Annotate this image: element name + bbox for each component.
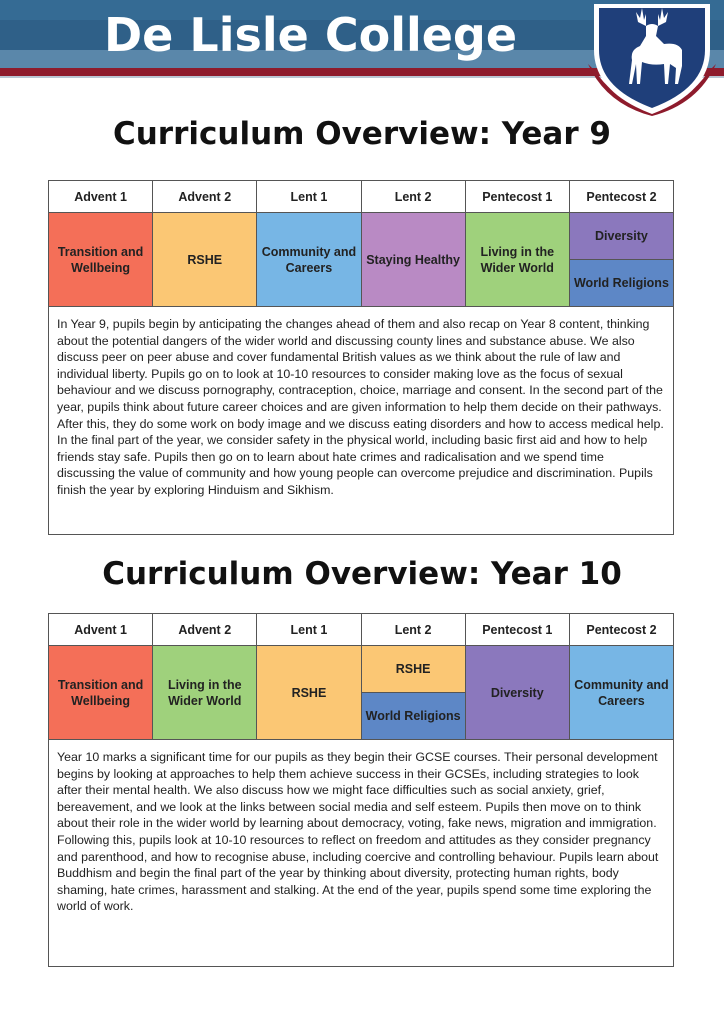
term-header: Pentecost 2	[586, 189, 657, 204]
term-header: Pentecost 1	[466, 181, 570, 212]
year10-curriculum-table	[48, 613, 674, 967]
term-header: Lent 2	[362, 181, 466, 212]
topic-cell: Staying Healthy	[362, 213, 466, 306]
term-header: Advent 1	[49, 181, 153, 212]
year9-topic-row	[49, 213, 673, 307]
topic-cell: Community and Careers	[570, 646, 673, 739]
split-topic-cell	[362, 646, 466, 739]
year9-curriculum-table	[48, 180, 674, 535]
term-header: Lent 1	[257, 614, 361, 645]
stag-shield-crest-icon	[582, 0, 722, 122]
topic-cell: Transition and Wellbeing	[49, 213, 153, 306]
topic-cell: RSHE	[257, 646, 361, 739]
year10-term-header-row	[49, 614, 673, 646]
term-header: Pentecost 2	[586, 622, 657, 637]
topic-cell: Diversity	[570, 213, 673, 260]
term-header: Advent 2	[153, 614, 257, 645]
topic-cell: Living in the Wider World	[153, 646, 257, 739]
year10-title: Curriculum Overview: Year 10	[102, 556, 622, 592]
year10-description: Year 10 marks a significant time for our pupils as they begin their GCSE courses. Their personal development begins by looking at approaches to help them achieve success in their GCSEs, including strategies to look after their mental health. We also discuss how we might face difficulties such as social anxiety, grief, bereavement, and we look at the links between social media and self esteem. Pupils then move on to think about their role in the wider world by learning about democracy, voting, fake news, migration and immigration. Following this, pupils look at 10-10 resources to reflect on freedom and attitudes as they consider pregnancy and parenthood, and how to recognise abuse, including coercive and controlling behaviour. Pupils learn about Buddhism and begin the final part of the year by thinking about diversity, protecting human rights, body shaming, hate crimes, harassment and stalking. At the end of the year, pupils spend some time exploring the world of work.	[57, 750, 659, 914]
term-header: Lent 2	[362, 614, 466, 645]
topic-cell: RSHE	[153, 213, 257, 306]
term-header: Advent 2	[153, 181, 257, 212]
year9-description: In Year 9, pupils begin by anticipating the changes ahead of them and also recap on Year 8 content, thinking about the potential dangers of the wider world and discussing county lines and substance abuse. We also discuss peer on peer abuse and cover fundamental British values as we think about the rule of law and individual liberty. Pupils go on to look at 10-10 resources to consider making love as the focus of sexual behaviour and we discuss pornography, contraception, choice, marriage and consent. In the second part of the year, pupils think about future career choices and are given information to help them decide on their pathways. After this, they do some work on body image and we discuss eating disorders and how to access medical help. In the final part of the year, we consider safety in the physical world, including basic first aid and how to help friends stay safe. Pupils then go on to learn about hate crimes and radicalisation and we spend time discussing the value of community and how young people can overcome prejudice and discrimination. Pupils finish the year by exploring Hinduism and Sikhism.	[57, 317, 664, 497]
topic-cell: Transition and Wellbeing	[49, 646, 153, 739]
split-topic-cell	[570, 213, 673, 306]
term-header: Pentecost 1	[466, 614, 570, 645]
term-header: Lent 1	[257, 181, 361, 212]
college-name: De Lisle College	[104, 8, 518, 62]
topic-cell: Living in the Wider World	[466, 213, 570, 306]
topic-cell: Diversity	[466, 646, 570, 739]
year10-topic-row	[49, 646, 673, 740]
year9-term-header-row	[49, 181, 673, 213]
term-header: Advent 1	[49, 614, 153, 645]
topic-cell: World Religions	[570, 260, 673, 306]
year9-title: Curriculum Overview: Year 9	[112, 116, 611, 152]
topic-cell: World Religions	[362, 693, 465, 739]
topic-cell: Community and Careers	[257, 213, 361, 306]
topic-cell: RSHE	[362, 646, 465, 693]
